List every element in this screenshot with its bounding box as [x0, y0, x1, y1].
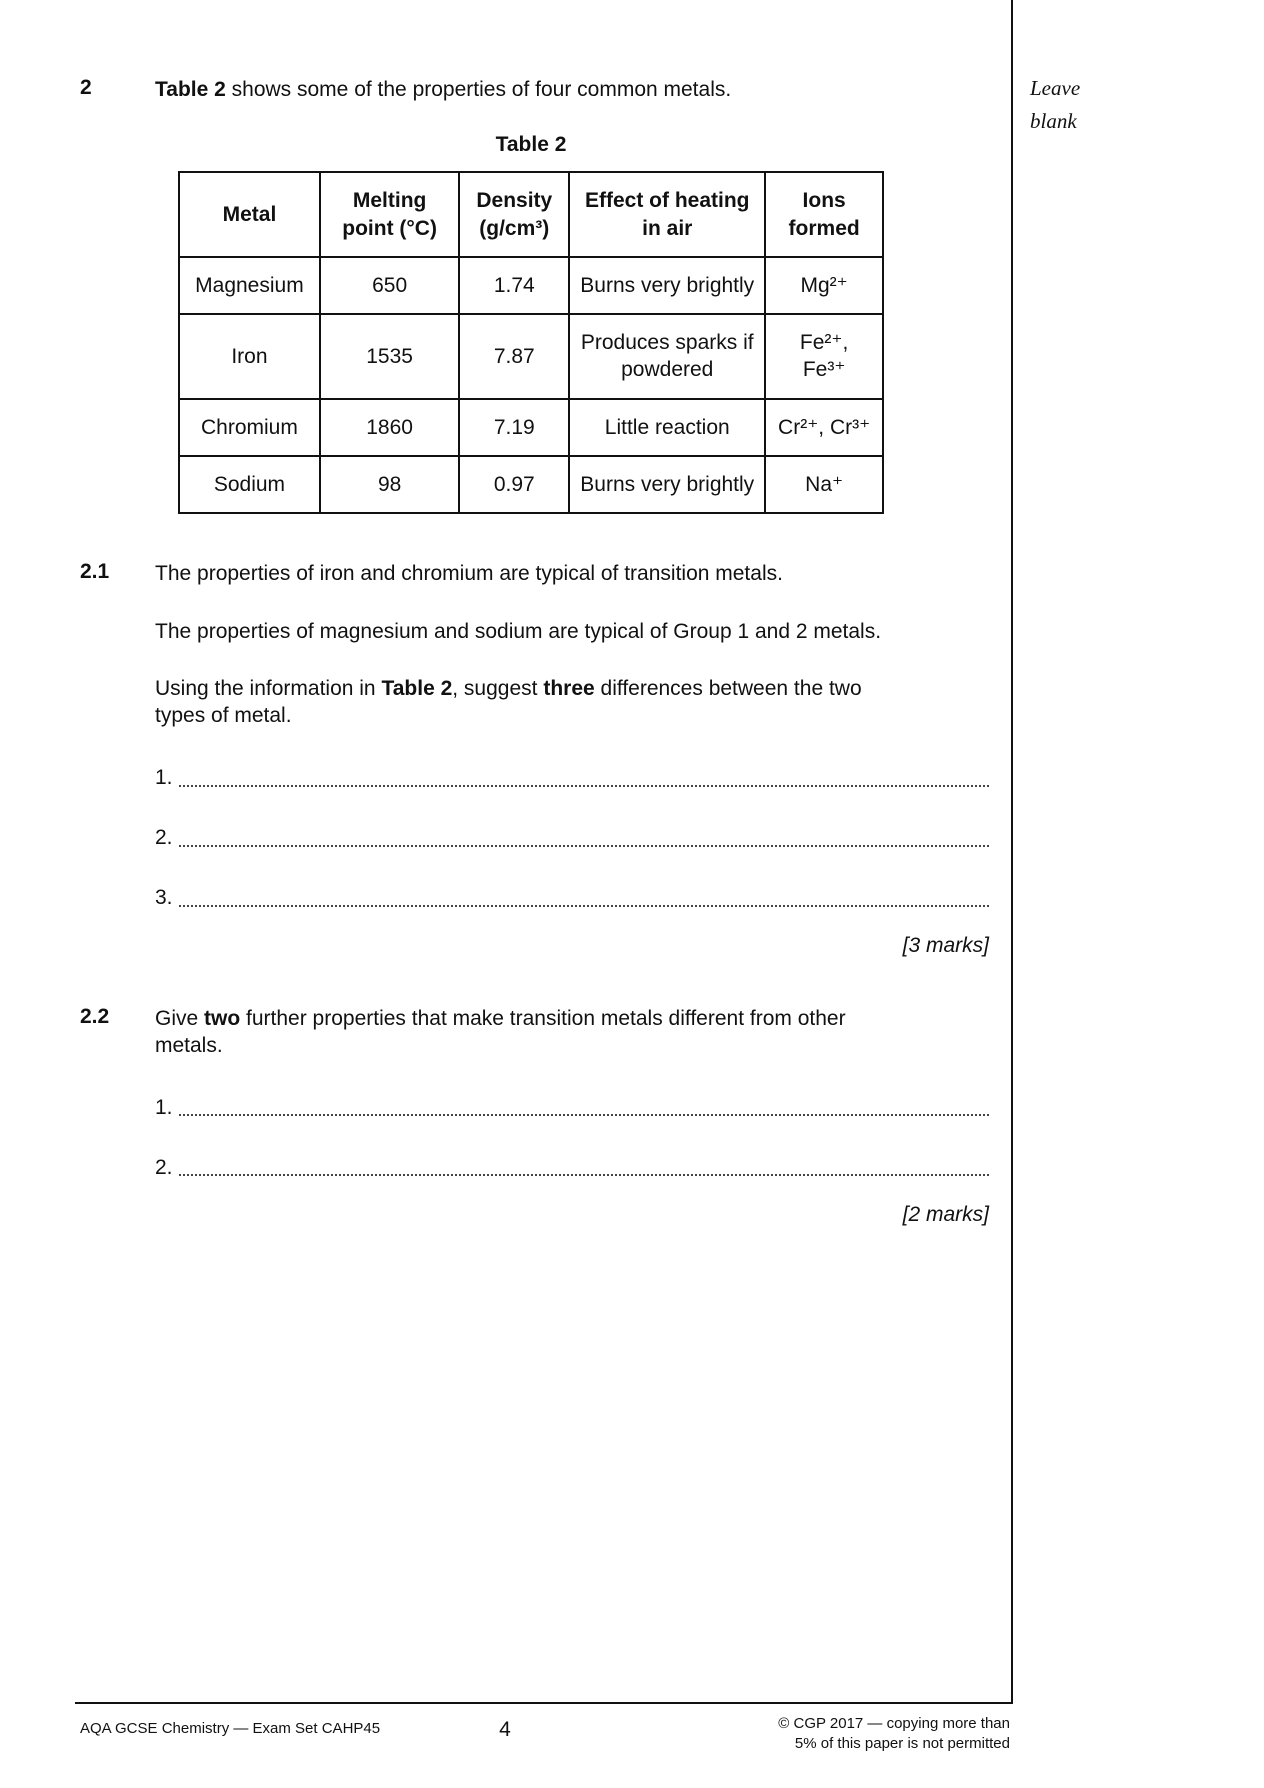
table-header-melting-point: Melting point (°C) — [320, 172, 459, 257]
table-cell: Cr²⁺, Cr³⁺ — [765, 399, 883, 456]
answer-dotted-line — [179, 905, 989, 907]
answer-line-1 — [155, 1095, 991, 1121]
question-2-2-seg1: Give — [155, 1006, 205, 1030]
page-number: 4 — [499, 1718, 511, 1741]
answer-dotted-line — [179, 845, 989, 847]
table-cell: 98 — [320, 456, 459, 513]
answer-dotted-line — [179, 1114, 989, 1116]
leave-blank-vertical-rule — [1011, 0, 1013, 1703]
marks-label-2-1: [3 marks] — [902, 933, 989, 957]
table-cell: 1.74 — [459, 257, 569, 314]
footer-copyright-line1: © CGP 2017 — copying more than — [778, 1715, 1010, 1732]
table-cell: 7.87 — [459, 314, 569, 399]
table-cell: Iron — [179, 314, 320, 399]
table-cell: Magnesium — [179, 257, 320, 314]
leave-blank-line2: blank — [1030, 108, 1077, 133]
table-cell: Sodium — [179, 456, 320, 513]
leave-blank-note — [1030, 72, 1080, 137]
question-2-1 — [80, 560, 991, 958]
question-2-1-answers — [155, 766, 991, 912]
table-cell: 1535 — [320, 314, 459, 399]
table-cell: Fe²⁺, Fe³⁺ — [765, 314, 883, 399]
table-cell: Burns very brightly — [569, 456, 765, 513]
table-header-density: Density (g/cm³) — [459, 172, 569, 257]
table-cell: 650 — [320, 257, 459, 314]
answer-line-number: 2. — [155, 826, 173, 850]
question-2-2-number: 2.2 — [80, 1004, 110, 1028]
question-2-1-para1: The properties of iron and chromium are typical of transition metals. — [155, 562, 783, 586]
question-2-1-para3-seg2: Table 2 — [381, 676, 453, 700]
table-cell: 0.97 — [459, 456, 569, 513]
marks-label-2-2: [2 marks] — [902, 1203, 989, 1227]
page-footer — [0, 1712, 1264, 1772]
table-row-chromium — [179, 399, 883, 456]
table-row-iron — [179, 314, 883, 399]
answer-dotted-line — [179, 785, 989, 787]
answer-line-3 — [155, 886, 991, 912]
question-2-2-seg3: further properties that make transition metals different from other metals. — [155, 1006, 846, 1058]
question-2-2-answers — [155, 1095, 991, 1181]
question-2-intro — [155, 76, 991, 103]
properties-table — [178, 171, 884, 514]
table-cell: Chromium — [179, 399, 320, 456]
footer-exam-set: AQA GCSE Chemistry — Exam Set CAHP45 — [80, 1720, 381, 1737]
table-header-row — [179, 172, 883, 257]
question-2-1-para3-seg4: three — [543, 676, 595, 700]
table-cell: Burns very brightly — [569, 257, 765, 314]
question-2-2 — [80, 1005, 991, 1229]
answer-line-2 — [155, 826, 991, 852]
footer-copyright-line2: 5% of this paper is not permitted — [794, 1735, 1010, 1753]
question-2-1-para3-seg5: differences between the two types of metal. — [155, 676, 862, 728]
answer-line-2 — [155, 1155, 991, 1181]
question-2-2-seg2: two — [204, 1006, 241, 1030]
question-2-1-number: 2.1 — [80, 560, 110, 584]
table-cell: Na⁺ — [765, 456, 883, 513]
question-2-1-para3 — [155, 675, 915, 730]
answer-line-number: 1. — [155, 1096, 173, 1120]
question-2-1-body — [155, 560, 991, 958]
answer-line-number: 3. — [155, 886, 173, 910]
question-2-1-para3-seg1: Using the information in — [155, 676, 382, 700]
table-cell: Little reaction — [569, 399, 765, 456]
footer-copyright — [590, 1714, 1010, 1755]
table-row-magnesium — [179, 257, 883, 314]
question-2-2-body — [155, 1005, 991, 1229]
question-2-number: 2 — [80, 76, 92, 99]
answer-line-1 — [155, 766, 991, 792]
table-header-effect: Effect of heating in air — [569, 172, 765, 257]
table-title: Table 2 — [495, 133, 567, 157]
table-header-ions: Ions formed — [765, 172, 883, 257]
table-row-sodium — [179, 456, 883, 513]
question-2-intro-rest: shows some of the properties of four common metals. — [225, 78, 732, 101]
table-2-wrapper — [178, 133, 884, 514]
question-2-intro-bold: Table 2 — [155, 78, 226, 101]
leave-blank-line1: Leave — [1030, 76, 1081, 100]
table-cell: 7.19 — [459, 399, 569, 456]
question-2-1-para2: The properties of magnesium and sodium are typical of Group 1 and 2 metals. — [155, 619, 882, 643]
question-2-1-para3-seg3: , suggest — [452, 676, 544, 700]
answer-line-number: 2. — [155, 1156, 173, 1180]
table-cell: Produces sparks if powdered — [569, 314, 765, 399]
table-cell: 1860 — [320, 399, 459, 456]
footer-rule — [75, 1702, 1013, 1704]
answer-line-number: 1. — [155, 766, 173, 790]
table-header-metal: Metal — [179, 172, 320, 257]
table-cell: Mg²⁺ — [765, 257, 883, 314]
question-2-2-text — [155, 1005, 915, 1060]
question-2 — [80, 76, 991, 103]
answer-dotted-line — [179, 1174, 989, 1176]
